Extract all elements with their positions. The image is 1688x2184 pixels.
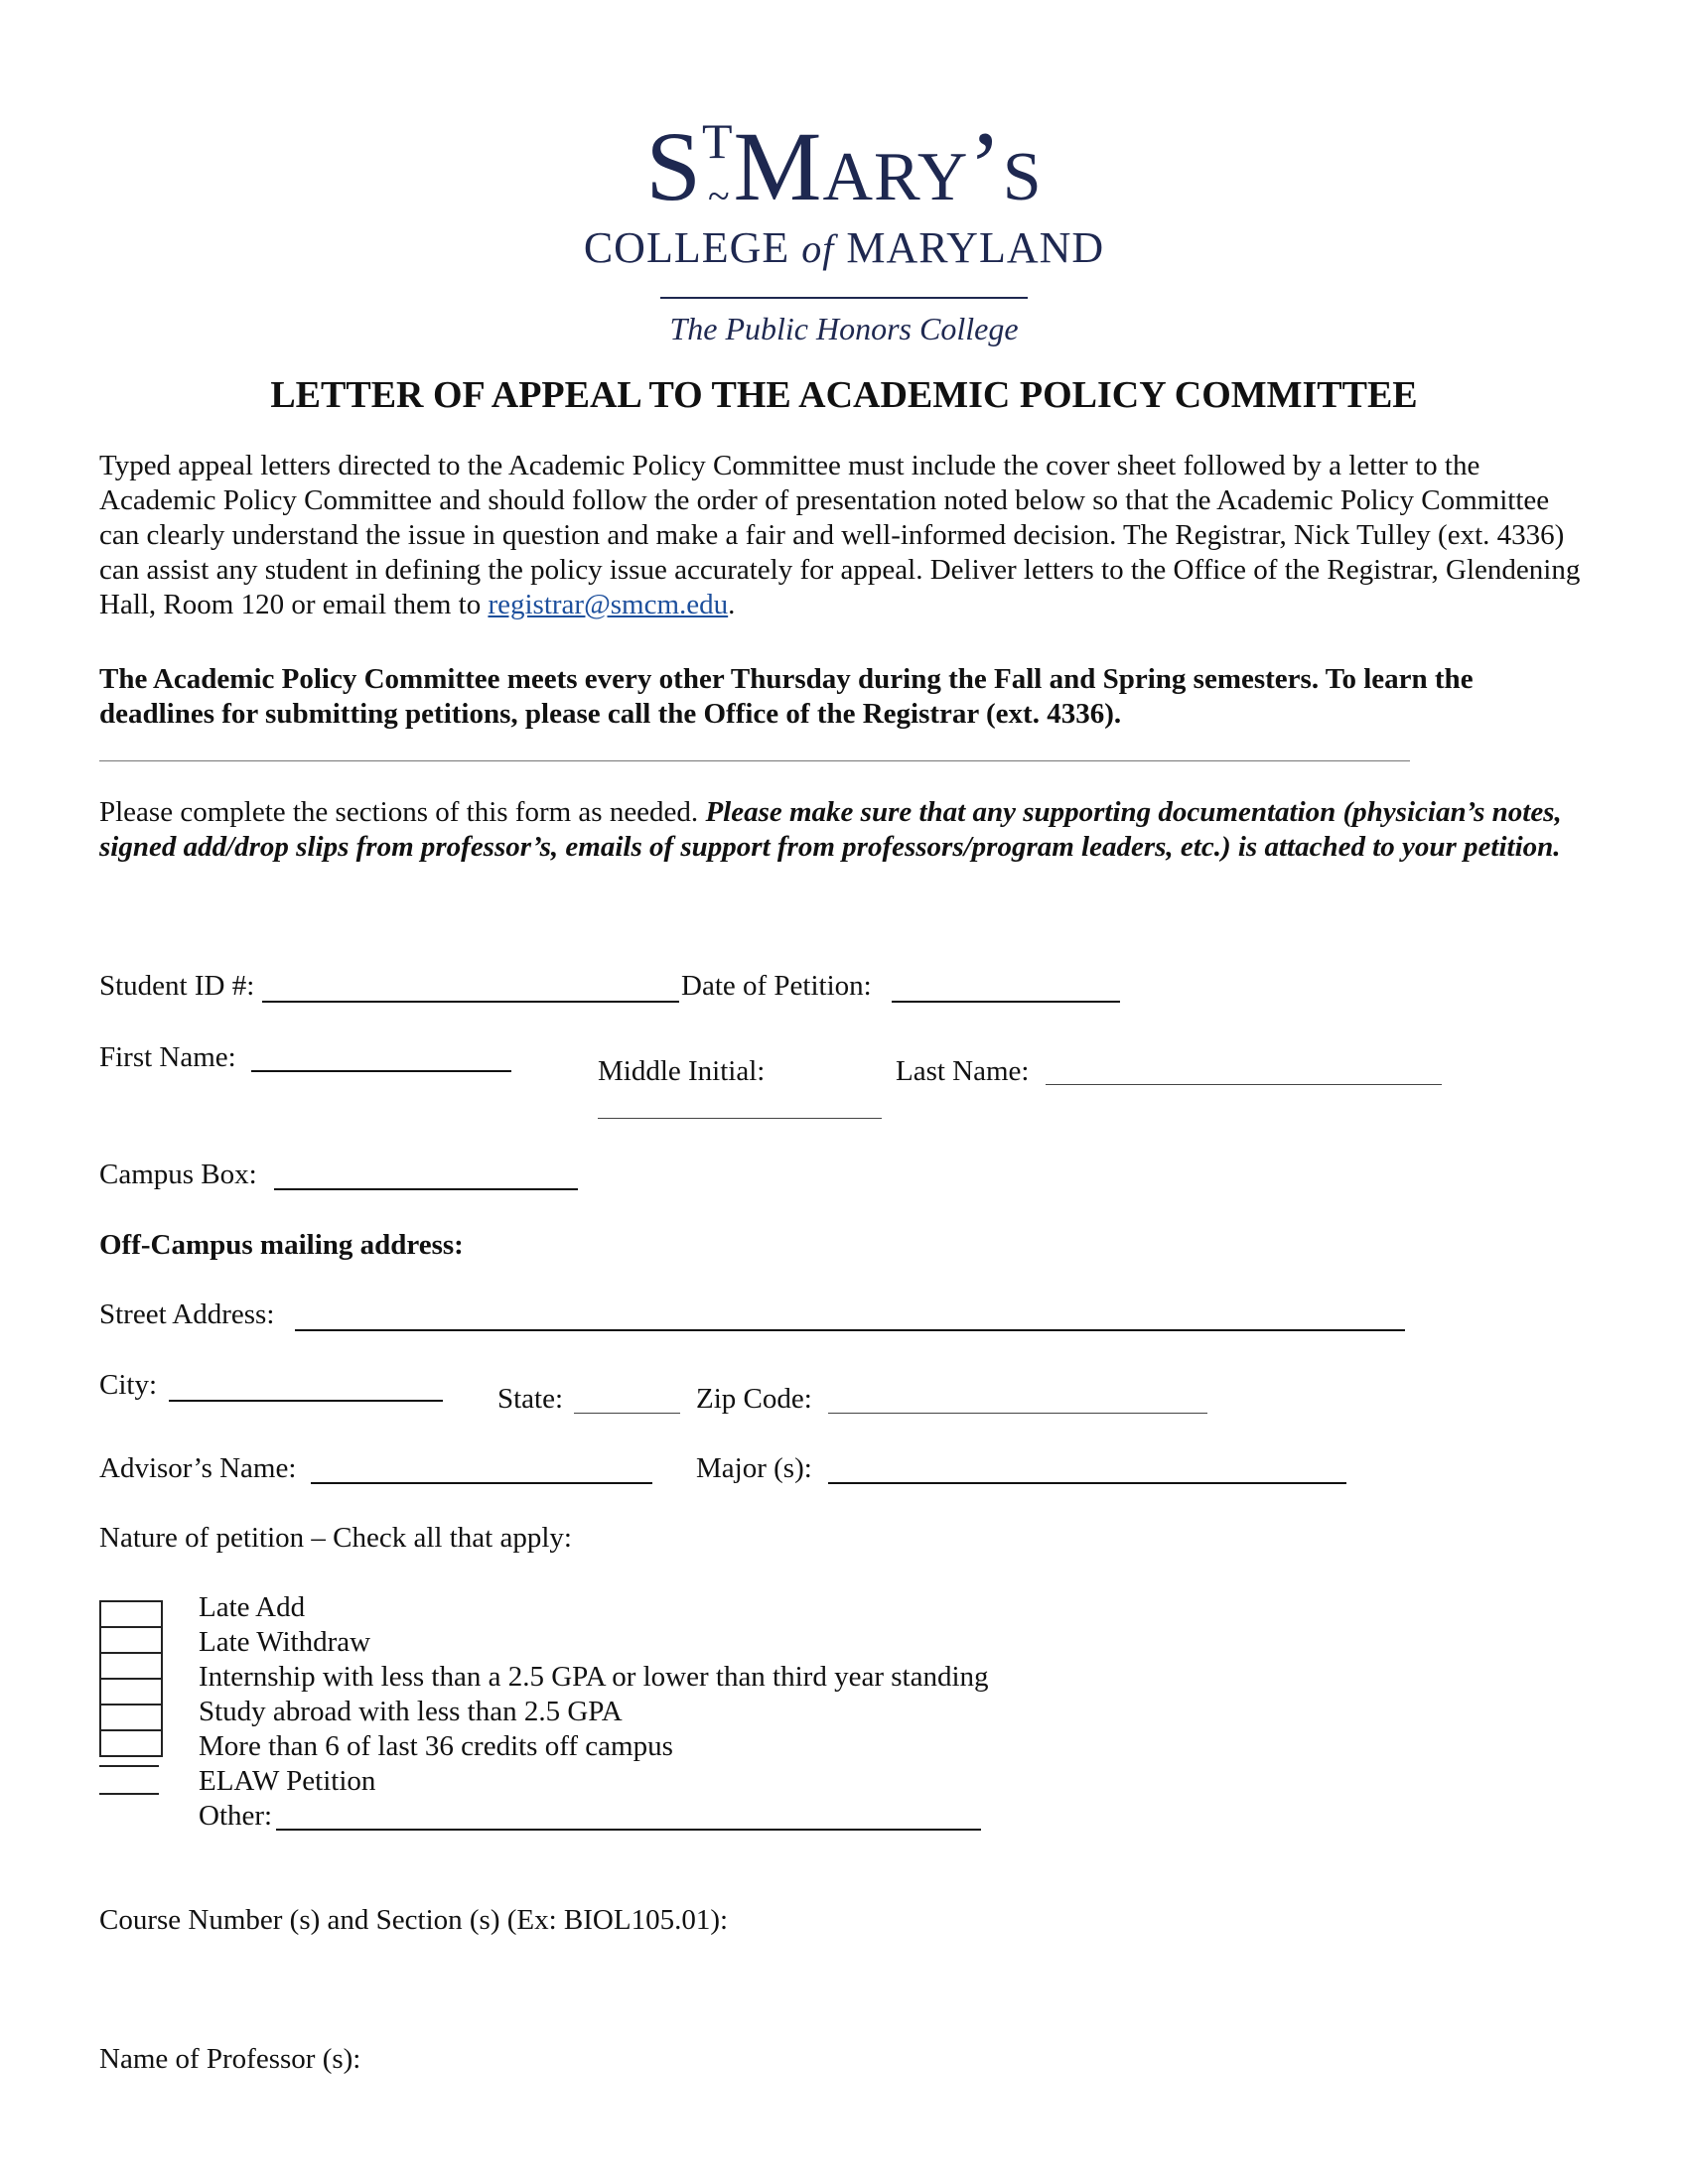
state-field[interactable] [574,1413,680,1414]
other-checkbox-line[interactable] [99,1793,159,1795]
meeting-note: The Academic Policy Committee meets every other Thursday during the Fall and Spring semesters. To learn the deadlines for submitting petitions, please call the Office of the Registrar (ext. 4336). [99,663,1474,730]
option-other: Other: [199,1800,273,1832]
elaw-petition-checkbox[interactable] [99,1729,163,1757]
logo-tagline: The Public Honors College [669,311,1019,346]
petition-heading: Nature of petition – Check all that apply: [99,1522,572,1554]
option-elaw-petition: ELAW Petition [199,1765,376,1797]
late-add-checkbox[interactable] [99,1600,163,1628]
state-label: State: [497,1383,564,1415]
advisor-name-field[interactable] [311,1482,652,1484]
page-title: LETTER OF APPEAL TO THE ACADEMIC POLICY COMMITTEE [270,374,1418,416]
internship-checkbox[interactable] [99,1652,163,1680]
city-field[interactable] [169,1400,443,1402]
section-divider [99,760,1410,761]
last-name-field[interactable] [1046,1084,1442,1085]
off-campus-heading: Off-Campus mailing address: [99,1229,464,1261]
first-name-label: First Name: [99,1041,236,1073]
street-address-field[interactable] [295,1329,1405,1331]
instructions-paragraph: Please complete the sections of this form as needed. Please make sure that any supporting documentation (physician’s notes, signed add/drop slips from professor’s, emails of support from professors/program leaders, etc.) is attached to your petition. [99,796,1562,863]
option-internship: Internship with less than a 2.5 GPA or lower than third year standing [199,1661,989,1693]
study-abroad-checkbox[interactable] [99,1678,163,1706]
logo-subtitle: COLLEGE of MARYLAND [583,223,1105,272]
student-id-label: Student ID #: [99,970,255,1002]
option-study-abroad: Study abroad with less than 2.5 GPA [199,1696,623,1727]
majors-label: Major (s): [696,1452,812,1484]
option-late-add: Late Add [199,1591,306,1623]
street-address-label: Street Address: [99,1298,275,1330]
late-withdraw-checkbox[interactable] [99,1626,163,1654]
last-name-label: Last Name: [896,1055,1030,1087]
first-name-field[interactable] [251,1070,511,1072]
date-of-petition-label: Date of Petition: [681,970,872,1002]
professors-label: Name of Professor (s): [99,2043,361,2075]
middle-initial-field[interactable] [598,1118,882,1119]
course-numbers-label: Course Number (s) and Section (s) (Ex: BIOL105.01): [99,1904,729,1936]
other-blank-line[interactable] [99,1765,159,1767]
college-logo [0,91,1688,348]
date-of-petition-field[interactable] [892,1001,1120,1003]
registrar-email-link[interactable]: registrar@smcm.edu [488,589,729,620]
logo-wordmark: $S^T$ ~Mary’s [0,91,1688,216]
zip-code-label: Zip Code: [696,1383,812,1415]
off-campus-credits-checkbox[interactable] [99,1704,163,1731]
city-label: City: [99,1369,158,1401]
other-field[interactable] [276,1829,981,1831]
zip-code-field[interactable] [828,1413,1207,1414]
student-id-field[interactable] [262,1001,679,1003]
majors-field[interactable] [828,1482,1346,1484]
middle-initial-label: Middle Initial: [598,1055,766,1087]
logo-divider [660,297,1028,299]
intro-paragraph: Typed appeal letters directed to the Academic Policy Committee must include the cover sheet followed by a letter to the Academic Policy Committee and should follow the order of presentation noted below so that the Academic Policy Committee can clearly understand the issue in question and make a fair and well-informed decision. The Registrar, Nick Tulley (ext. 4336) can assist any student in defining the policy issue accurately for appeal. Deliver letters to the Office of the Registrar, Glendening Hall, Room 120 or email them to registrar@smcm.edu. [99,450,1581,620]
option-late-withdraw: Late Withdraw [199,1626,371,1658]
campus-box-label: Campus Box: [99,1159,257,1190]
advisor-name-label: Advisor’s Name: [99,1452,297,1484]
campus-box-field[interactable] [274,1188,578,1190]
option-off-campus-credits: More than 6 of last 36 credits off campus [199,1730,673,1762]
